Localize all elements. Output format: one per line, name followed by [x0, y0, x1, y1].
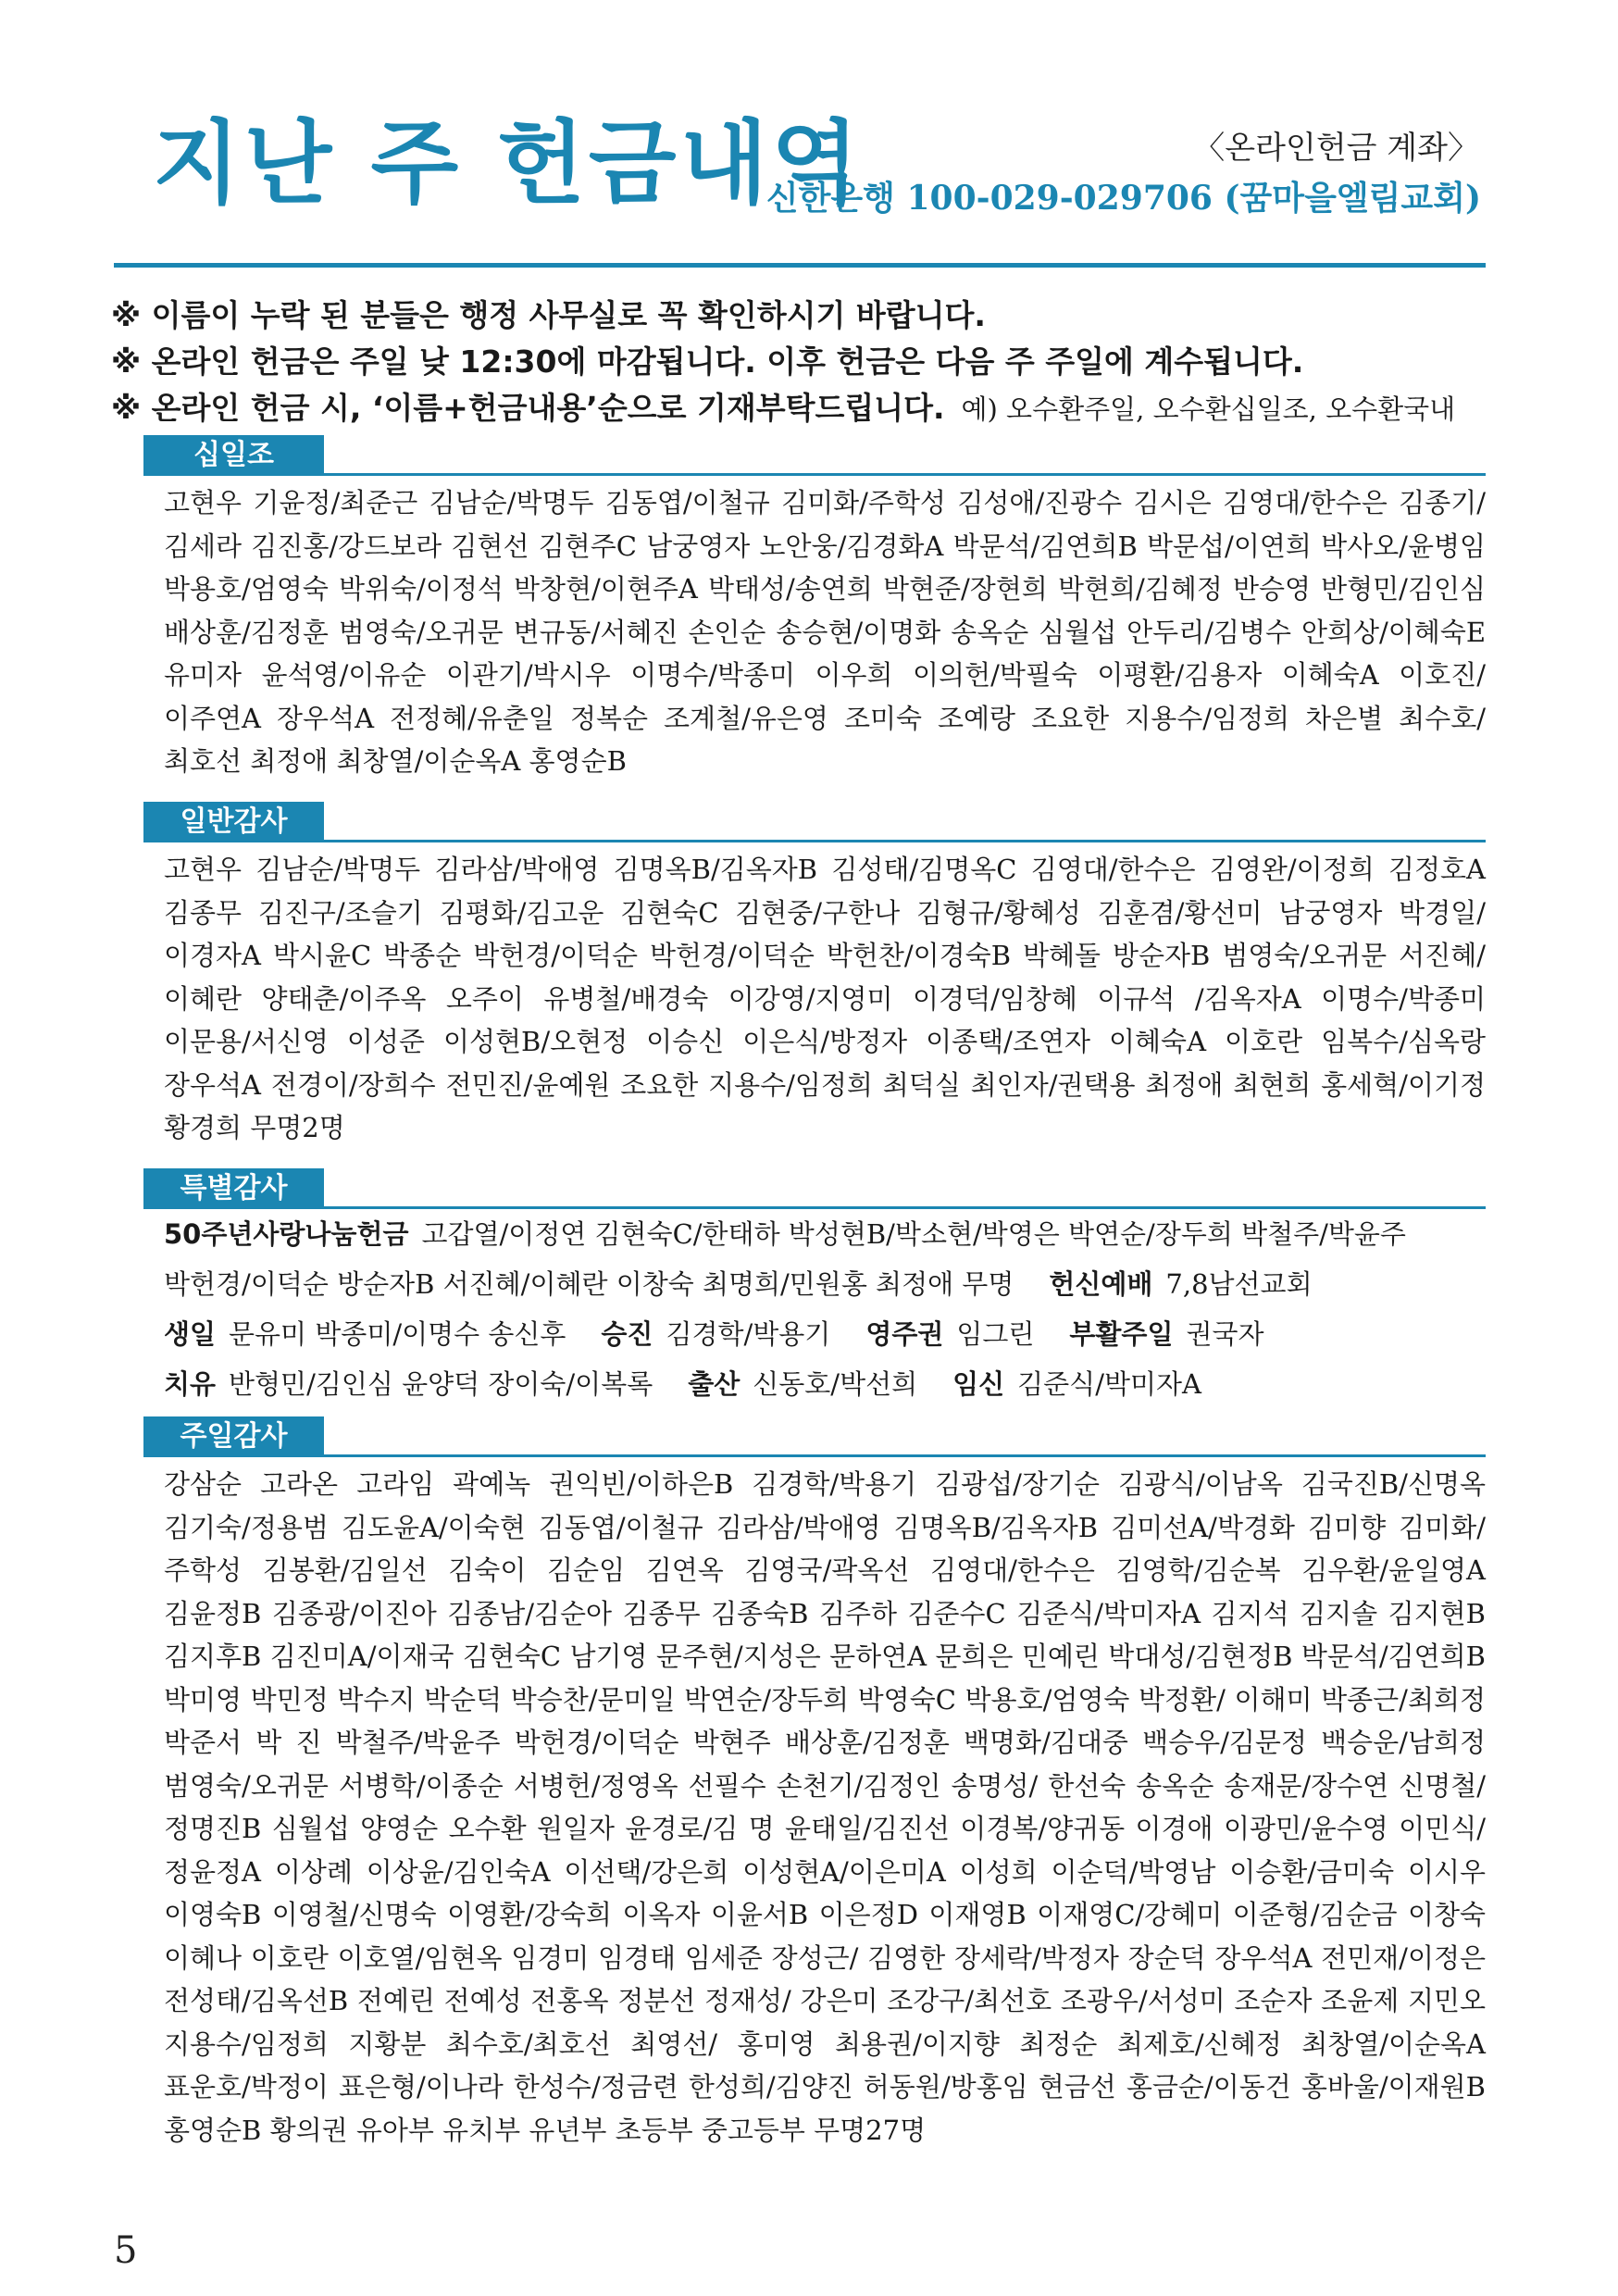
easter-names: 권국자 [1186, 1318, 1264, 1350]
header-divider [114, 263, 1486, 268]
section-tithe [143, 435, 1486, 783]
section-text: 고현우 기윤정/최준근 김남순/박명두 김동엽/이철규 김미화/주학성 김성애/진광수 김시은 김영대/한수은 김종기/김세라 김진홍/강드보라 김현선 김현주C 남궁영자 노안웅/김경화A 박문석/김연희B 박문섭/이연희 박사오/윤병임 박용호/엄영숙 박위숙/이정석 박창현/이현주A 박태성/송연희 박현준/장현희 박현희/김혜정 반승영 반형민/김인심 배상훈/김정훈 범영숙/오귀문 변규동/서혜진 손인순 송승현/이명화 송옥순 심월섭 안두리/김병수 안희상/이혜숙E 유미자 윤석영/이유순 이관기/박시우 이명수/박종미 이우희 이의헌/박필숙 이평환/김용자 이혜숙A 이호진/이주연A 장우석A 전정혜/유춘일 정복순 조계철/유은영 조미숙 조예랑 조요한 지용수/임정희 차은별 최수호/최호선 최정애 최창열/이순옥A 홍영순B [164, 487, 1486, 777]
special-row-healing [143, 1359, 1486, 1409]
notice-item: ※ 온라인 헌금 시, ‘이름+헌금내용’순으로 기재부탁드립니다. 예) 오수환주일, 오수환십일조, 오수환국내 [111, 390, 1456, 426]
section-title: 주일감사 [143, 1416, 324, 1457]
notice-item: ※ 온라인 헌금은 주일 낮 12:30에 마감됩니다. 이후 헌금은 다음 주 주일에 계수됩니다. [111, 343, 1304, 380]
section-text: 강삼순 고라온 고라임 곽예녹 권익빈/이하은B 김경학/박용기 김광섭/장기순 김광식/이남옥 김국진B/신명옥 김기숙/정용범 김도윤A/이숙현 김동엽/이철규 김라삼/박애영 김명옥B/김옥자B 김미선A/박경화 김미향 김미화/ 주학성 김봉환/김일선 김숙이 김순임 김연옥 김영국/곽옥선 김영대/한수은 김영학/김순복 김우환/윤일영A 김윤정B 김종광/이진아 김종남/김순아 김종무 김종숙B 김주하 김준수C 김준식/박미자A 김지석 김지솔 김지현B 김지후B 김진미A/이재국 김현숙C 남기영 문주현/지성은 문하연A 문희은 민예린 박대성/김현정B 박문석/김연희B 박미영 박민정 박수지 박순덕 박승찬/문미일 박연순/장두희 박영숙C 박용호/엄영숙 박정환/ 이해미 박종근/최희정 박준서 박 진 박철주/박윤주 박헌경/이덕순 박현주 배상훈/김정훈 백명화/김대중 백승우/김문정 백승운/남희정 범영숙/오귀문 서병학/이종순 서병헌/정영옥 선필수 손천기/김정인 송명성/ 한선숙 송옥순 송재문/장수연 신명철/정명진B 심월섭 양영순 오수환 원일자 윤경로/김 명 윤태일/김진선 이경복/양귀동 이경애 이광민/윤수영 이민식/정윤정A 이상례 이상윤/김인숙A 이선택/강은희 이성현A/이은미A 이성희 이순덕/박영남 이승환/금미숙 이시우 이영숙B 이영철/신명숙 이영환/강숙희 이옥자 이윤서B 이은정D 이재영B 이재영C/강혜미 이준형/김순금 이창숙 이혜나 이호란 이호열/임현옥 임경미 임경태 임세준 장성근/ 김영한 장세락/박정자 장순덕 장우석A 전민재/이정은 전성태/김옥선B 전예린 전예성 전홍옥 정분선 정재성/ 강은미 조강구/최선호 조광우/서성미 조순자 조윤제 지민오 지용수/임정희 지황분 최수호/최호선 최영선/ 홍미영 최용권/이지향 최정순 최제호/신혜정 최창열/이순옥A 표운호/박정이 표은형/이나라 한성수/정금련 한성희/김양진 허동원/방홍임 현금선 홍금순/이동건 홍바울/이재원B 홍영순B 황의권 유아부 유치부 유년부 초등부 중고등부 무명27명 [164, 1468, 1486, 2146]
section-sunday [143, 1416, 1486, 2152]
special-row-anniversary-cont [143, 1259, 1486, 1309]
special-row-anniversary [143, 1209, 1486, 1259]
pregnancy-names: 김준식/박미자A [1017, 1368, 1201, 1400]
section-divider [143, 1206, 1486, 1209]
page-number: 5 [114, 2229, 138, 2272]
section-title: 일반감사 [143, 802, 324, 842]
birth-label: 출산 [688, 1368, 741, 1400]
easter-label: 부활주일 [1069, 1318, 1174, 1350]
anniversary-label: 50주년사랑나눔헌금 [164, 1218, 409, 1250]
healing-names: 반형민/김인심 윤양덕 장이숙/이복록 [229, 1368, 653, 1400]
account-info: 신한은행 100-029-029706 (꿈마을엘림교회) [765, 179, 1481, 218]
promotion-names: 김경학/박용기 [666, 1318, 831, 1350]
section-divider [143, 1454, 1486, 1457]
birthday-names: 문유미 박종미/이명수 송신후 [229, 1318, 566, 1350]
anniversary-names: 고갑열/이정연 김현숙C/한태하 박성현B/박소현/박영은 박연순/장두희 박철주/박윤주 [421, 1218, 1406, 1250]
dedication-names: 7,8남선교회 [1165, 1268, 1313, 1300]
pregnancy-label: 임신 [952, 1368, 1005, 1400]
section-divider [143, 473, 1486, 476]
notice-item: ※ 이름이 누락 된 분들은 행정 사무실로 꼭 확인하시기 바랍니다. [111, 297, 986, 333]
special-row-birthday [143, 1309, 1486, 1359]
birthday-label: 생일 [164, 1318, 217, 1350]
promotion-label: 승진 [601, 1318, 653, 1350]
account-label: 〈온라인헌금 계좌〉 [1193, 130, 1479, 167]
page-title: 지난 주 헌금내역 [153, 111, 863, 217]
anniversary-names-cont: 박헌경/이덕순 방순자B 서진혜/이혜란 이창숙 최명희/민원홍 최정애 무명 [164, 1268, 1014, 1300]
section-title: 십일조 [143, 435, 324, 476]
section-title: 특별감사 [143, 1168, 324, 1209]
residency-names: 임그린 [956, 1318, 1035, 1350]
section-special [143, 1168, 1486, 1409]
residency-label: 영주권 [865, 1318, 944, 1350]
dedication-label: 헌신예배 [1049, 1268, 1153, 1300]
section-general [143, 802, 1486, 1150]
notice-example: 예) 오수환주일, 오수환십일조, 오수환국내 [961, 393, 1456, 425]
birth-names: 신동호/박선희 [753, 1368, 918, 1400]
section-text: 고현우 김남순/박명두 김라삼/박애영 김명옥B/김옥자B 김성태/김명옥C 김영대/한수은 김영완/이정희 김정호A 김종무 김진구/조슬기 김평화/김고운 김현숙C 김현중/구한나 김형규/황혜성 김훈겸/황선미 남궁영자 박경일/이경자A 박시윤C 박종순 박헌경/이덕순 박헌경/이덕순 박헌찬/이경숙B 박혜돌 방순자B 범영숙/오귀문 서진혜/이혜란 양태춘/이주옥 오주이 유병철/배경숙 이강영/지영미 이경덕/임창혜 이규석 /김옥자A 이명수/박종미 이문용/서신영 이성준 이성현B/오현정 이승신 이은식/방정자 이종택/조연자 이혜숙A 이호란 임복수/심옥랑 장우석A 전경이/장희수 전민진/윤예원 조요한 지용수/임정희 최덕실 최인자/권택용 최정애 최현희 홍세혁/이기정 황경희 무명2명 [164, 854, 1486, 1143]
healing-label: 치유 [164, 1368, 217, 1400]
notice-list [111, 293, 1500, 432]
section-divider [143, 840, 1486, 842]
